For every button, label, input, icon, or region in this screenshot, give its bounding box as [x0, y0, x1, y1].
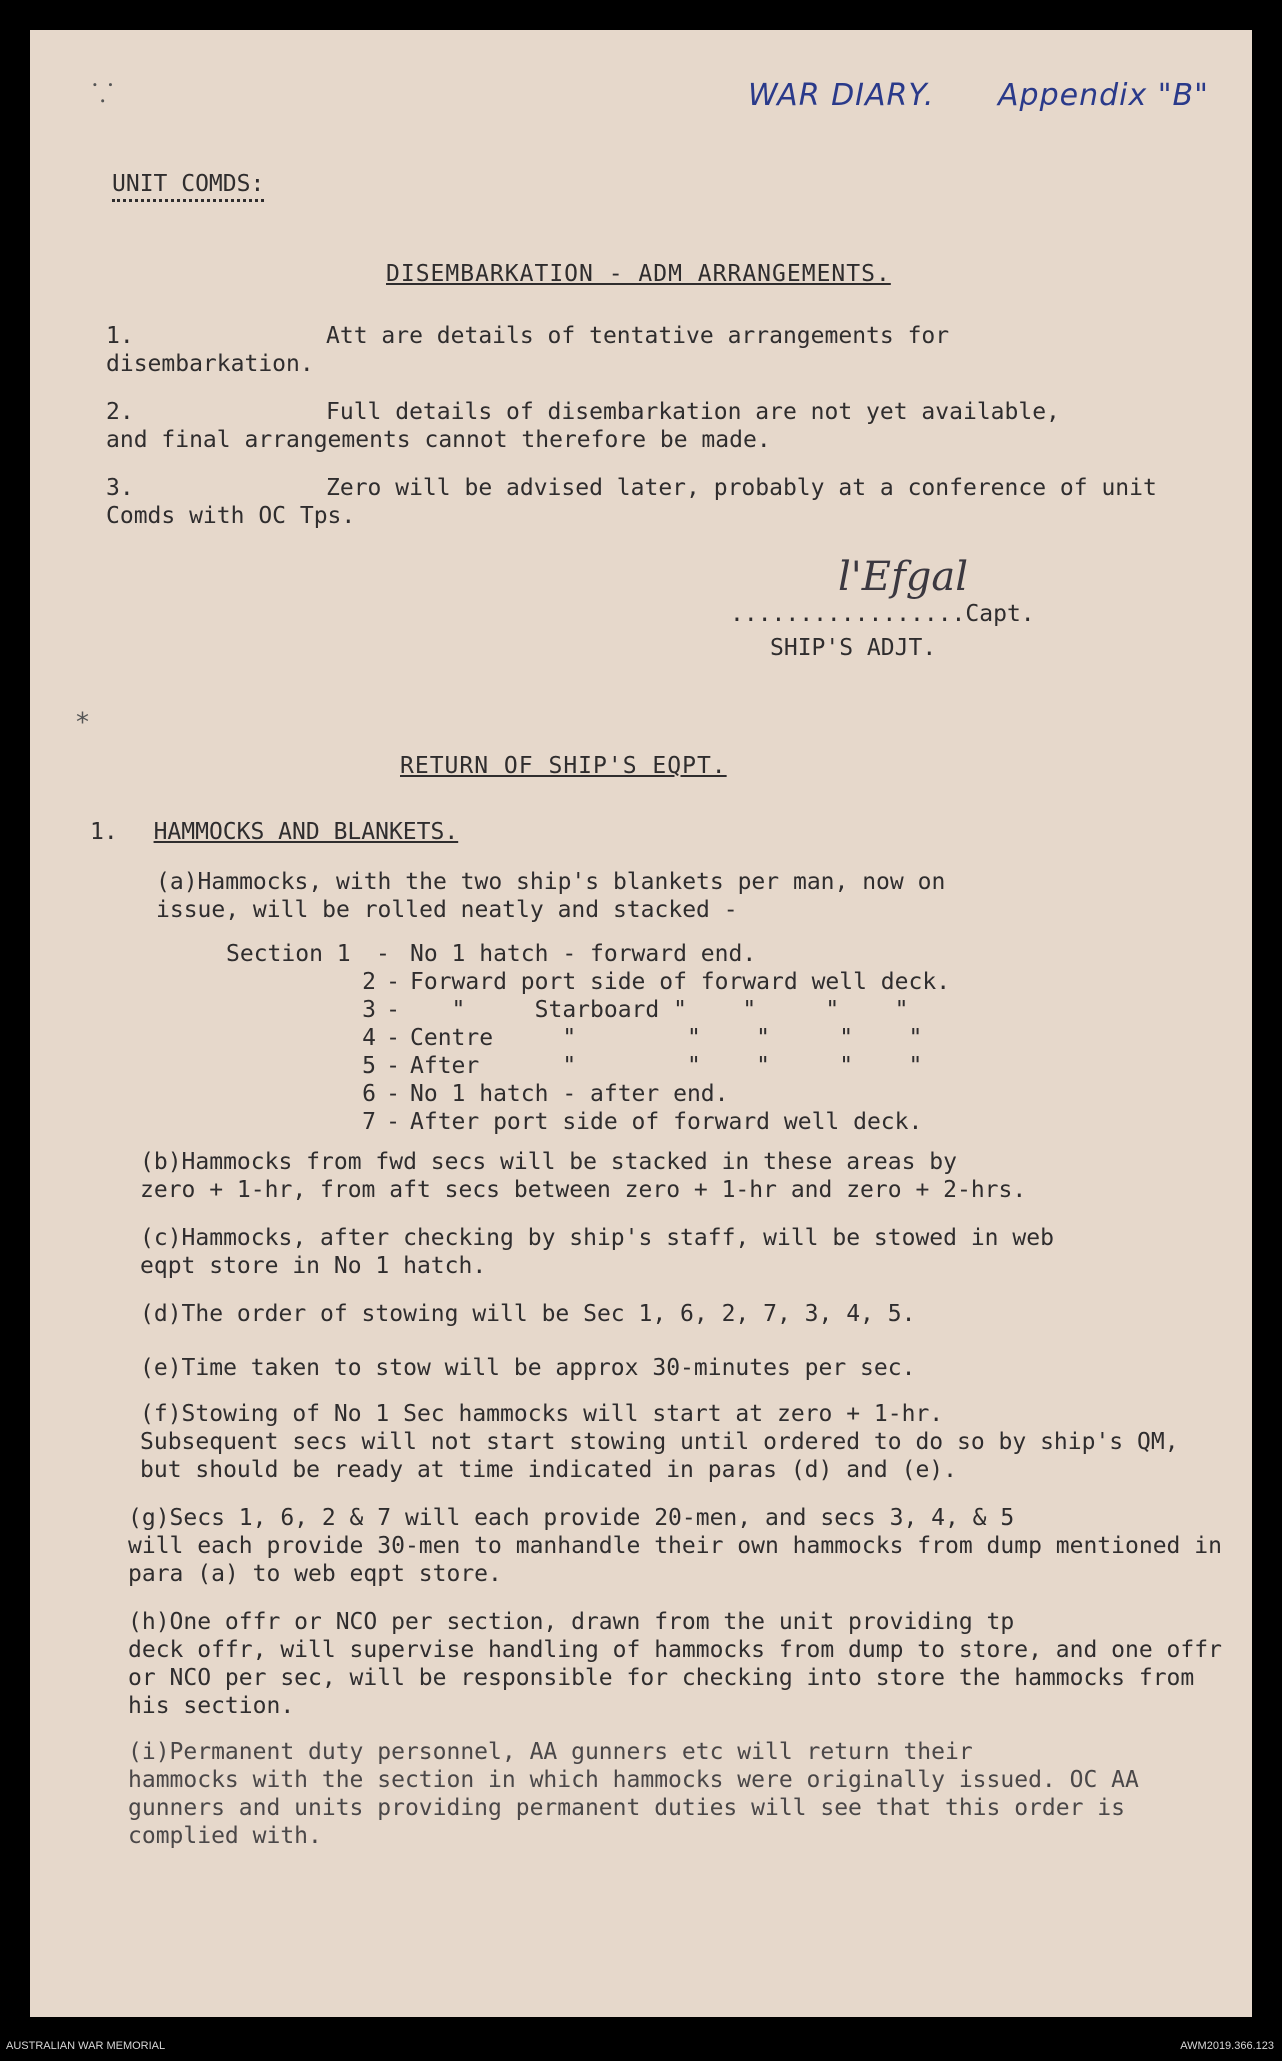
- section-row: Section 1 - No 1 hatch - forward end.: [226, 941, 757, 967]
- address-line: UNIT COMDS:: [112, 171, 264, 202]
- document-page: [30, 30, 1252, 2017]
- para-g: (g)Secs 1, 6, 2 & 7 will each provide 20-men, and secs 3, 4, & 5 will each provide 30-men to manhandle their own hammocks from dump mentioned in para (a) to web eqpt store.: [128, 1505, 1222, 1587]
- appendix-annotation: Appendix "B": [998, 78, 1209, 113]
- para-h: (h)One offr or NCO per section, drawn from the unit providing tp deck offr, will supervise handling of hammocks from dump to store, and one offr or NCO per sec, will be responsible for checking into store the hammocks from his section.: [128, 1609, 1222, 1719]
- footer-credit: AUSTRALIAN WAR MEMORIAL: [6, 2040, 166, 2052]
- ink-mark: ⸪: [92, 79, 114, 109]
- section-row: 5 - After " " " " ": [362, 1053, 923, 1079]
- address-block: [112, 170, 264, 198]
- section-list: [226, 940, 950, 1136]
- section-one-title: DISEMBARKATION - ADM ARRANGEMENTS.: [386, 261, 891, 287]
- para-e: (e)Time taken to stow will be approx 30-minutes per sec.: [140, 1355, 916, 1381]
- para-a: (a)Hammocks, with the two ship's blankets per man, now on issue, will be rolled neatly and stacked -: [156, 869, 946, 923]
- section-row: 6 - No 1 hatch - after end.: [362, 1081, 729, 1107]
- section-row: 4 - Centre " " " " ": [362, 1025, 923, 1051]
- ink-mark: ⁎: [76, 700, 89, 730]
- para-f: (f)Stowing of No 1 Sec hammocks will start at zero + 1-hr. Subsequent secs will not start stowing until ordered to do so by ship's QM, but should be ready at time indicated in paras (d) and (e).: [140, 1401, 1179, 1483]
- signature: l'Efgal: [838, 554, 969, 600]
- para-b: (b)Hammocks from fwd secs will be stacked in these areas by zero + 1-hr, from aft secs between zero + 1-hr and zero + 2-hrs.: [140, 1149, 1027, 1203]
- footer-accession: AWM2019.366.123: [1180, 2040, 1274, 2052]
- para-d: (d)The order of stowing will be Sec 1, 6, 2, 7, 3, 4, 5.: [140, 1301, 916, 1327]
- section-row: 3 - " Starboard " " " ": [362, 997, 909, 1023]
- section-row: 2 - Forward port side of forward well deck.: [362, 969, 951, 995]
- para-c: (c)Hammocks, after checking by ship's staff, will be stowed in web eqpt store in No 1 hatch.: [140, 1225, 1054, 1279]
- paragraph-3: 3. Zero will be advised later, probably at a conference of unit Comds with OC Tps.: [106, 475, 1157, 529]
- section-row: 7 - After port side of forward well deck.: [362, 1109, 923, 1135]
- item-heading: 1. HAMMOCKS AND BLANKETS.: [90, 819, 459, 845]
- para-i: (i)Permanent duty personnel, AA gunners etc will return their hammocks with the section in which hammocks were originally issued. OC AA gunners and units providing permanent duties will see that this order is complied with.: [128, 1739, 1139, 1849]
- section-two-title: RETURN OF SHIP'S EQPT.: [400, 753, 727, 779]
- paragraph-2: 2. Full details of disembarkation are not yet available, and final arrangements cannot therefore be made.: [106, 399, 1060, 453]
- war-diary-annotation: WAR DIARY.: [748, 78, 935, 113]
- signature-line: .................Capt.: [730, 601, 1035, 627]
- paragraph-1: 1. Att are details of tentative arrangements for disembarkation.: [106, 323, 950, 377]
- signature-title: SHIP'S ADJT.: [770, 635, 937, 661]
